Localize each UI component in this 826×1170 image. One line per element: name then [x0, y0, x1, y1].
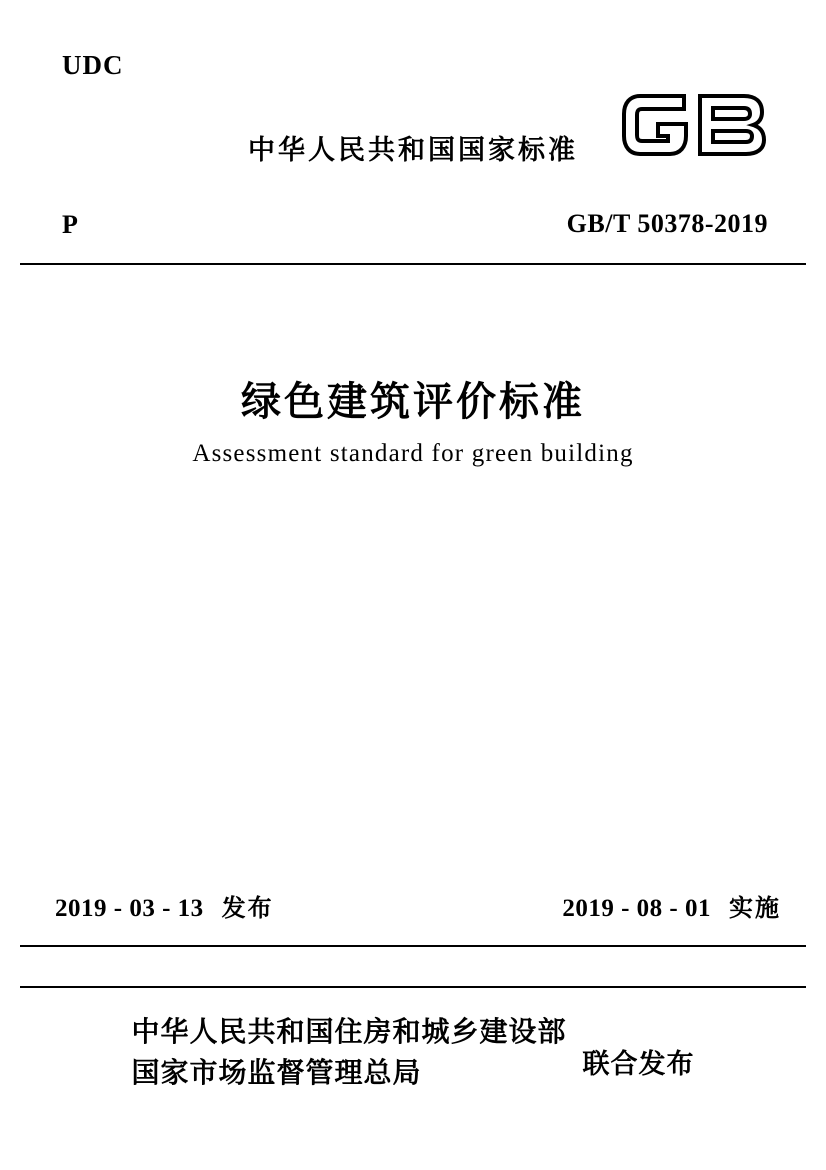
title-chinese: 绿色建筑评价标准: [241, 379, 585, 425]
publisher-line-2: 国家市场监督管理总局: [131, 1055, 422, 1089]
effective-label: 实施: [729, 894, 781, 922]
publishers-block: [0, 1012, 826, 1093]
standard-number: GB/T 50378-2019: [566, 209, 768, 238]
publisher-names: [131, 1012, 566, 1093]
udc-label: UDC: [62, 50, 124, 80]
effective-date-group: [562, 888, 781, 923]
effective-date: 2019 - 08 - 01: [562, 895, 711, 922]
date-row: [55, 888, 781, 923]
title-english: Assessment standard for green building: [192, 440, 634, 467]
national-standard-heading: 中华人民共和国国家标准: [248, 135, 578, 166]
classification-code: P: [62, 210, 78, 239]
gb-logo-icon: [618, 86, 778, 162]
divider-bottom-outer: [20, 945, 806, 947]
issue-date-group: [55, 888, 274, 923]
issue-date: 2019 - 03 - 13: [55, 895, 204, 922]
joint-issue-label: 联合发布: [582, 1049, 695, 1081]
issue-label: 发布: [221, 894, 274, 922]
divider-top: [20, 263, 806, 265]
divider-bottom-inner: [20, 986, 806, 988]
publisher-line-1: 中华人民共和国住房和城乡建设部: [131, 1015, 567, 1048]
